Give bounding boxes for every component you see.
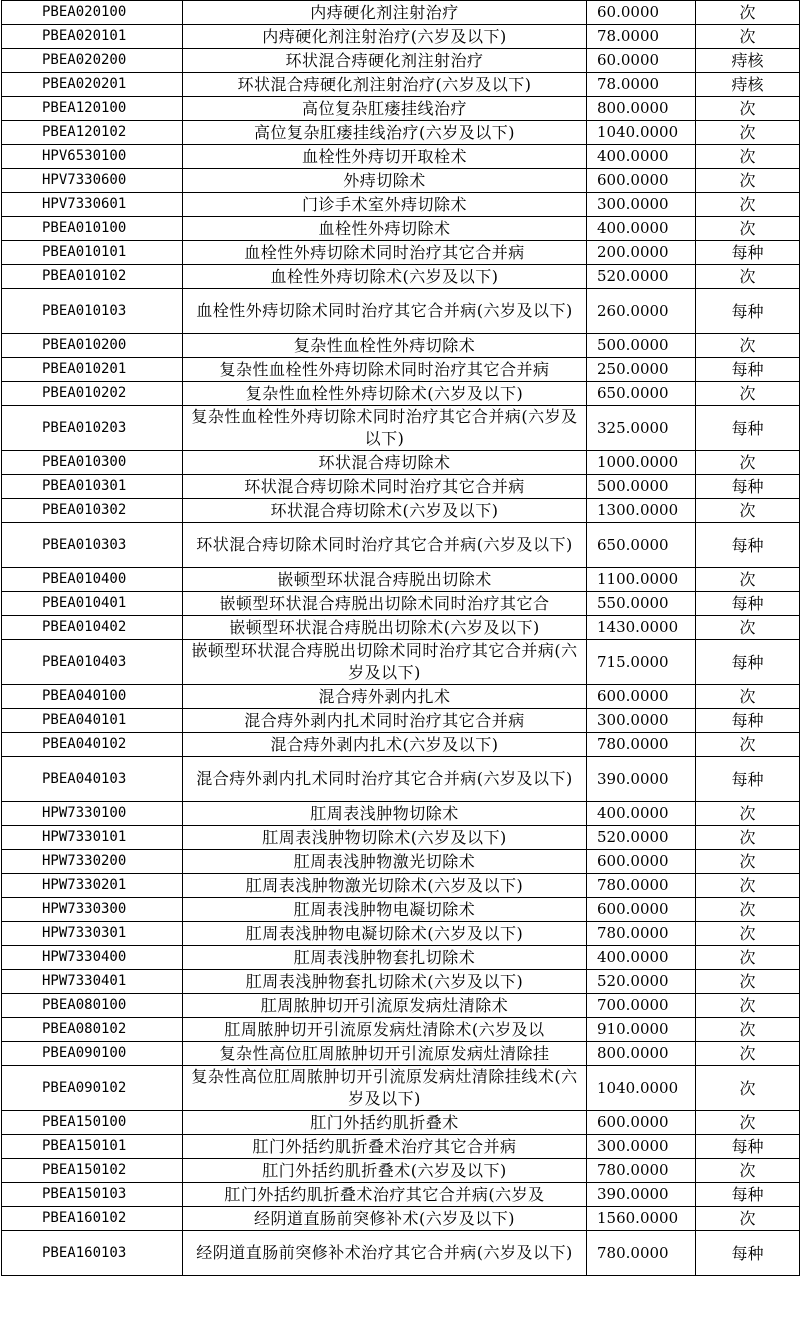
item-name-cell: 外痔切除术 [183,169,587,193]
item-unit-cell: 次 [696,1207,800,1231]
table-row [2,874,800,898]
table-row [2,241,800,265]
item-name-cell: 血栓性外痔切除术同时治疗其它合并病(六岁及以下) [183,289,587,334]
table-row [2,640,800,685]
item-unit-cell: 次 [696,1066,800,1111]
item-code-cell: HPW7330201 [2,874,183,898]
item-unit-cell: 次 [696,169,800,193]
item-price-cell: 60.0000 [587,1,696,25]
item-name-cell: 环状混合痔硬化剂注射治疗 [183,49,587,73]
item-price-cell: 1300.0000 [587,499,696,523]
item-unit-cell: 每种 [696,523,800,568]
item-name-cell: 经阴道直肠前突修补术(六岁及以下) [183,1207,587,1231]
item-price-cell: 600.0000 [587,898,696,922]
item-unit-cell: 次 [696,499,800,523]
table-row [2,1231,800,1276]
item-name-cell: 嵌顿型环状混合痔脱出切除术同时治疗其它合并病(六岁及以下) [183,640,587,685]
item-price-cell: 780.0000 [587,874,696,898]
item-name-cell: 肛门外括约肌折叠术 [183,1111,587,1135]
item-name-cell: 肛周脓肿切开引流原发病灶清除术 [183,994,587,1018]
item-name-cell: 复杂性血栓性外痔切除术同时治疗其它合并病 [183,358,587,382]
item-name-cell: 肛门外括约肌折叠术治疗其它合并病(六岁及 [183,1183,587,1207]
item-price-cell: 600.0000 [587,850,696,874]
item-name-cell: 嵌顿型环状混合痔脱出切除术 [183,568,587,592]
item-price-cell: 550.0000 [587,592,696,616]
item-name-cell: 混合痔外剥内扎术同时治疗其它合并病(六岁及以下) [183,757,587,802]
item-price-cell: 500.0000 [587,334,696,358]
item-code-cell: HPW7330401 [2,970,183,994]
table-row [2,406,800,451]
item-unit-cell: 次 [696,568,800,592]
table-row [2,289,800,334]
item-price-cell: 400.0000 [587,217,696,241]
item-unit-cell: 每种 [696,709,800,733]
table-row [2,499,800,523]
table-row [2,145,800,169]
table-row [2,193,800,217]
item-unit-cell: 每种 [696,289,800,334]
item-name-cell: 复杂性高位肛周脓肿切开引流原发病灶清除挂 [183,1042,587,1066]
item-price-cell: 910.0000 [587,1018,696,1042]
item-name-cell: 肛门外括约肌折叠术治疗其它合并病 [183,1135,587,1159]
table-row [2,970,800,994]
item-code-cell: PBEA010201 [2,358,183,382]
table-row [2,523,800,568]
item-price-cell: 800.0000 [587,97,696,121]
table-row [2,685,800,709]
item-code-cell: PBEA010101 [2,241,183,265]
item-name-cell: 高位复杂肛瘘挂线治疗(六岁及以下) [183,121,587,145]
item-price-cell: 780.0000 [587,922,696,946]
item-price-cell: 600.0000 [587,169,696,193]
item-code-cell: HPW7330400 [2,946,183,970]
item-name-cell: 肛周表浅肿物激光切除术(六岁及以下) [183,874,587,898]
item-name-cell: 环状混合痔切除术同时治疗其它合并病(六岁及以下) [183,523,587,568]
item-code-cell: PBEA120102 [2,121,183,145]
item-unit-cell: 每种 [696,1183,800,1207]
table-row [2,169,800,193]
item-code-cell: PBEA010103 [2,289,183,334]
item-code-cell: PBEA010200 [2,334,183,358]
item-code-cell: PBEA150101 [2,1135,183,1159]
item-unit-cell: 次 [696,1042,800,1066]
fee-table-body [2,1,800,1276]
item-code-cell: PBEA040101 [2,709,183,733]
item-price-cell: 260.0000 [587,289,696,334]
item-price-cell: 300.0000 [587,193,696,217]
item-name-cell: 肛周表浅肿物电凝切除术 [183,898,587,922]
item-unit-cell: 次 [696,1159,800,1183]
item-unit-cell: 次 [696,451,800,475]
item-price-cell: 250.0000 [587,358,696,382]
item-name-cell: 门诊手术室外痔切除术 [183,193,587,217]
item-name-cell: 肛门外括约肌折叠术(六岁及以下) [183,1159,587,1183]
item-code-cell: PBEA010100 [2,217,183,241]
item-price-cell: 520.0000 [587,265,696,289]
table-row [2,850,800,874]
item-price-cell: 1560.0000 [587,1207,696,1231]
table-row [2,1183,800,1207]
table-row [2,217,800,241]
item-name-cell: 肛周脓肿切开引流原发病灶清除术(六岁及以 [183,1018,587,1042]
item-name-cell: 复杂性血栓性外痔切除术(六岁及以下) [183,382,587,406]
item-code-cell: HPW7330100 [2,802,183,826]
item-code-cell: PBEA120100 [2,97,183,121]
item-code-cell: PBEA020200 [2,49,183,73]
table-row [2,616,800,640]
table-row [2,898,800,922]
item-unit-cell: 次 [696,217,800,241]
table-row [2,334,800,358]
table-row [2,1159,800,1183]
item-name-cell: 肛周表浅肿物电凝切除术(六岁及以下) [183,922,587,946]
item-unit-cell: 次 [696,922,800,946]
item-name-cell: 嵌顿型环状混合痔脱出切除术(六岁及以下) [183,616,587,640]
table-row [2,475,800,499]
item-unit-cell: 每种 [696,1231,800,1276]
item-price-cell: 520.0000 [587,970,696,994]
item-price-cell: 390.0000 [587,757,696,802]
item-code-cell: PBEA040103 [2,757,183,802]
item-code-cell: PBEA010303 [2,523,183,568]
item-name-cell: 内痔硬化剂注射治疗(六岁及以下) [183,25,587,49]
table-row [2,121,800,145]
item-price-cell: 650.0000 [587,523,696,568]
item-price-cell: 325.0000 [587,406,696,451]
item-name-cell: 环状混合痔切除术 [183,451,587,475]
item-price-cell: 780.0000 [587,733,696,757]
item-code-cell: PBEA160103 [2,1231,183,1276]
item-price-cell: 1040.0000 [587,121,696,145]
item-price-cell: 700.0000 [587,994,696,1018]
item-name-cell: 复杂性血栓性外痔切除术同时治疗其它合并病(六岁及以下) [183,406,587,451]
item-price-cell: 780.0000 [587,1159,696,1183]
item-code-cell: PBEA010402 [2,616,183,640]
item-unit-cell: 每种 [696,406,800,451]
table-row [2,757,800,802]
item-name-cell: 环状混合痔切除术(六岁及以下) [183,499,587,523]
table-row [2,451,800,475]
item-unit-cell: 次 [696,874,800,898]
item-code-cell: PBEA080102 [2,1018,183,1042]
item-unit-cell: 痔核 [696,73,800,97]
item-code-cell: HPW7330300 [2,898,183,922]
item-price-cell: 1040.0000 [587,1066,696,1111]
item-name-cell: 肛周表浅肿物套扎切除术 [183,946,587,970]
item-price-cell: 400.0000 [587,802,696,826]
table-row [2,1,800,25]
item-name-cell: 血栓性外痔切除术(六岁及以下) [183,265,587,289]
item-unit-cell: 次 [696,826,800,850]
item-unit-cell: 次 [696,382,800,406]
table-row [2,922,800,946]
item-unit-cell: 次 [696,121,800,145]
item-unit-cell: 每种 [696,757,800,802]
item-price-cell: 520.0000 [587,826,696,850]
item-unit-cell: 每种 [696,640,800,685]
item-unit-cell: 次 [696,1,800,25]
item-price-cell: 800.0000 [587,1042,696,1066]
table-row [2,1135,800,1159]
item-name-cell: 内痔硬化剂注射治疗 [183,1,587,25]
item-price-cell: 650.0000 [587,382,696,406]
item-price-cell: 600.0000 [587,685,696,709]
item-name-cell: 复杂性血栓性外痔切除术 [183,334,587,358]
item-price-cell: 390.0000 [587,1183,696,1207]
item-name-cell: 肛周表浅肿物激光切除术 [183,850,587,874]
item-name-cell: 混合痔外剥内扎术 [183,685,587,709]
table-row [2,709,800,733]
item-unit-cell: 次 [696,802,800,826]
table-row [2,1207,800,1231]
item-price-cell: 1100.0000 [587,568,696,592]
item-code-cell: PBEA010400 [2,568,183,592]
item-unit-cell: 次 [696,334,800,358]
item-price-cell: 400.0000 [587,145,696,169]
table-row [2,265,800,289]
item-unit-cell: 次 [696,970,800,994]
item-unit-cell: 次 [696,898,800,922]
table-row [2,73,800,97]
item-unit-cell: 次 [696,193,800,217]
item-code-cell: PBEA150103 [2,1183,183,1207]
item-code-cell: PBEA040100 [2,685,183,709]
item-name-cell: 嵌顿型环状混合痔脱出切除术同时治疗其它合 [183,592,587,616]
item-price-cell: 1000.0000 [587,451,696,475]
item-code-cell: PBEA010401 [2,592,183,616]
item-unit-cell: 次 [696,994,800,1018]
table-row [2,382,800,406]
item-name-cell: 环状混合痔硬化剂注射治疗(六岁及以下) [183,73,587,97]
item-unit-cell: 每种 [696,1135,800,1159]
item-name-cell: 高位复杂肛瘘挂线治疗 [183,97,587,121]
item-code-cell: PBEA010403 [2,640,183,685]
item-price-cell: 600.0000 [587,1111,696,1135]
table-row [2,97,800,121]
item-code-cell: PBEA020100 [2,1,183,25]
item-code-cell: PBEA010301 [2,475,183,499]
table-row [2,946,800,970]
item-price-cell: 78.0000 [587,25,696,49]
table-row [2,592,800,616]
item-unit-cell: 次 [696,25,800,49]
item-unit-cell: 次 [696,850,800,874]
fee-table [1,0,800,1276]
item-unit-cell: 每种 [696,475,800,499]
item-code-cell: PBEA040102 [2,733,183,757]
item-code-cell: PBEA010202 [2,382,183,406]
item-code-cell: PBEA020201 [2,73,183,97]
item-code-cell: HPV7330600 [2,169,183,193]
item-name-cell: 血栓性外痔切开取栓术 [183,145,587,169]
item-name-cell: 经阴道直肠前突修补术治疗其它合并病(六岁及以下) [183,1231,587,1276]
table-row [2,49,800,73]
item-unit-cell: 次 [696,685,800,709]
item-unit-cell: 次 [696,97,800,121]
table-row [2,1066,800,1111]
item-name-cell: 肛周表浅肿物切除术 [183,802,587,826]
item-code-cell: PBEA020101 [2,25,183,49]
item-code-cell: PBEA010300 [2,451,183,475]
item-name-cell: 混合痔外剥内扎术同时治疗其它合并病 [183,709,587,733]
item-name-cell: 血栓性外痔切除术同时治疗其它合并病 [183,241,587,265]
table-row [2,994,800,1018]
table-row [2,1018,800,1042]
item-price-cell: 715.0000 [587,640,696,685]
item-code-cell: HPW7330200 [2,850,183,874]
item-code-cell: PBEA160102 [2,1207,183,1231]
table-row [2,802,800,826]
item-code-cell: PBEA150102 [2,1159,183,1183]
table-row [2,1111,800,1135]
item-price-cell: 78.0000 [587,73,696,97]
item-price-cell: 500.0000 [587,475,696,499]
item-code-cell: PBEA010302 [2,499,183,523]
item-price-cell: 780.0000 [587,1231,696,1276]
item-price-cell: 200.0000 [587,241,696,265]
item-code-cell: HPV7330601 [2,193,183,217]
item-name-cell: 混合痔外剥内扎术(六岁及以下) [183,733,587,757]
item-name-cell: 肛周表浅肿物切除术(六岁及以下) [183,826,587,850]
table-row [2,568,800,592]
table-row [2,358,800,382]
item-unit-cell: 痔核 [696,49,800,73]
item-code-cell: PBEA010203 [2,406,183,451]
item-price-cell: 300.0000 [587,709,696,733]
item-code-cell: PBEA080100 [2,994,183,1018]
item-code-cell: PBEA090100 [2,1042,183,1066]
table-row [2,1042,800,1066]
item-code-cell: PBEA010102 [2,265,183,289]
item-price-cell: 400.0000 [587,946,696,970]
item-name-cell: 复杂性高位肛周脓肿切开引流原发病灶清除挂线术(六岁及以下) [183,1066,587,1111]
item-unit-cell: 每种 [696,241,800,265]
item-name-cell: 环状混合痔切除术同时治疗其它合并病 [183,475,587,499]
item-code-cell: HPW7330301 [2,922,183,946]
item-unit-cell: 次 [696,145,800,169]
item-unit-cell: 每种 [696,358,800,382]
item-name-cell: 肛周表浅肿物套扎切除术(六岁及以下) [183,970,587,994]
item-price-cell: 300.0000 [587,1135,696,1159]
item-unit-cell: 次 [696,616,800,640]
item-unit-cell: 次 [696,1111,800,1135]
item-unit-cell: 次 [696,265,800,289]
item-code-cell: PBEA150100 [2,1111,183,1135]
item-unit-cell: 次 [696,1018,800,1042]
table-row [2,826,800,850]
item-price-cell: 60.0000 [587,49,696,73]
item-code-cell: PBEA090102 [2,1066,183,1111]
item-unit-cell: 次 [696,733,800,757]
item-code-cell: HPW7330101 [2,826,183,850]
item-price-cell: 1430.0000 [587,616,696,640]
item-unit-cell: 次 [696,946,800,970]
item-name-cell: 血栓性外痔切除术 [183,217,587,241]
item-unit-cell: 每种 [696,592,800,616]
item-code-cell: HPV6530100 [2,145,183,169]
table-row [2,25,800,49]
table-row [2,733,800,757]
